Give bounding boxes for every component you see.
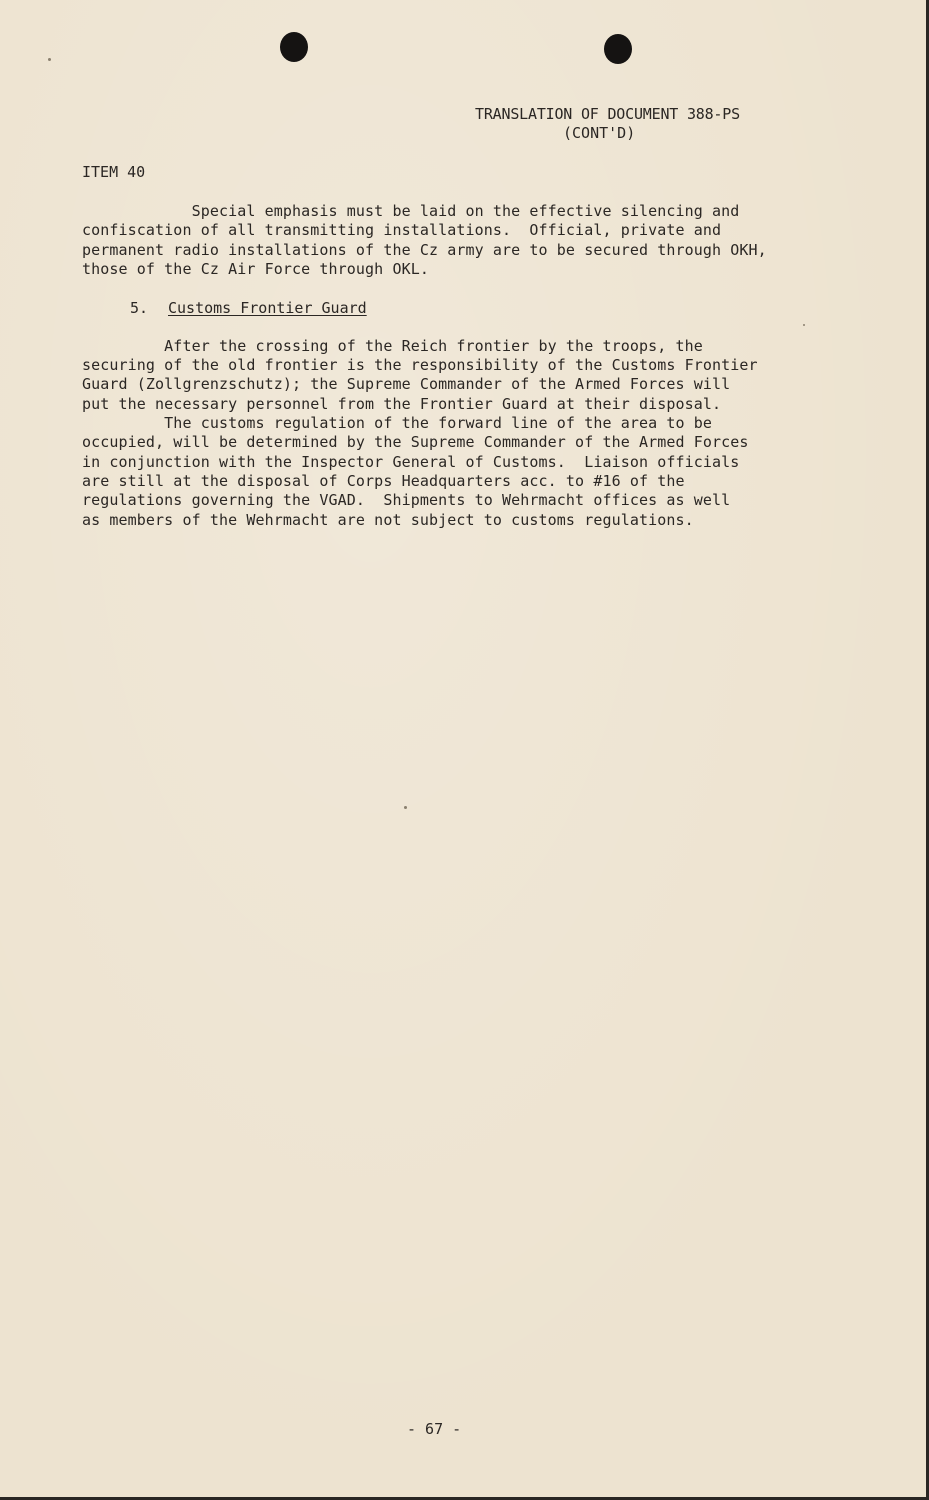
paragraph2-line: Guard (Zollgrenzschutz); the Supreme Commander of the Armed Forces will — [82, 375, 731, 393]
punch-hole-left — [280, 32, 308, 62]
paragraph2-line: regulations governing the VGAD. Shipments to Wehrmacht offices as well — [82, 491, 731, 509]
paragraph2-line: The customs regulation of the forward line of the area to be — [82, 414, 713, 432]
paper-speck — [803, 324, 805, 326]
paragraph2-line: After the crossing of the Reich frontier by the troops, the — [82, 337, 703, 355]
punch-hole-right — [604, 34, 632, 64]
paragraph2-line: are still at the disposal of Corps Headquarters acc. to #16 of the — [82, 472, 685, 490]
paragraph2-line: in conjunction with the Inspector General of Customs. Liaison officials — [82, 453, 740, 471]
paragraph2-line: put the necessary personnel from the Frontier Guard at their disposal. — [82, 395, 722, 413]
paragraph2-line: securing of the old frontier is the responsibility of the Customs Frontier — [82, 356, 758, 374]
paragraph1-line: confiscation of all transmitting installations. Official, private and — [82, 221, 722, 239]
paragraph1-line: those of the Cz Air Force through OKL. — [82, 260, 429, 278]
paragraph2-line: as members of the Wehrmacht are not subject to customs regulations. — [82, 511, 694, 529]
section-number: 5. — [130, 299, 149, 317]
document-title-continued: (CONT'D) — [563, 124, 636, 142]
paper-speck — [48, 58, 51, 61]
paragraph1-line: Special emphasis must be laid on the effective silencing and — [82, 202, 740, 220]
item-label: ITEM 40 — [82, 163, 146, 181]
paper-speck — [404, 806, 407, 809]
section-title: Customs Frontier Guard — [168, 299, 367, 317]
paragraph1-line: permanent radio installations of the Cz army are to be secured through OKH, — [82, 241, 767, 259]
document-title: TRANSLATION OF DOCUMENT 388-PS — [475, 105, 740, 123]
page-number: - 67 - — [407, 1420, 462, 1438]
paragraph2-line: occupied, will be determined by the Supreme Commander of the Armed Forces — [82, 433, 749, 451]
